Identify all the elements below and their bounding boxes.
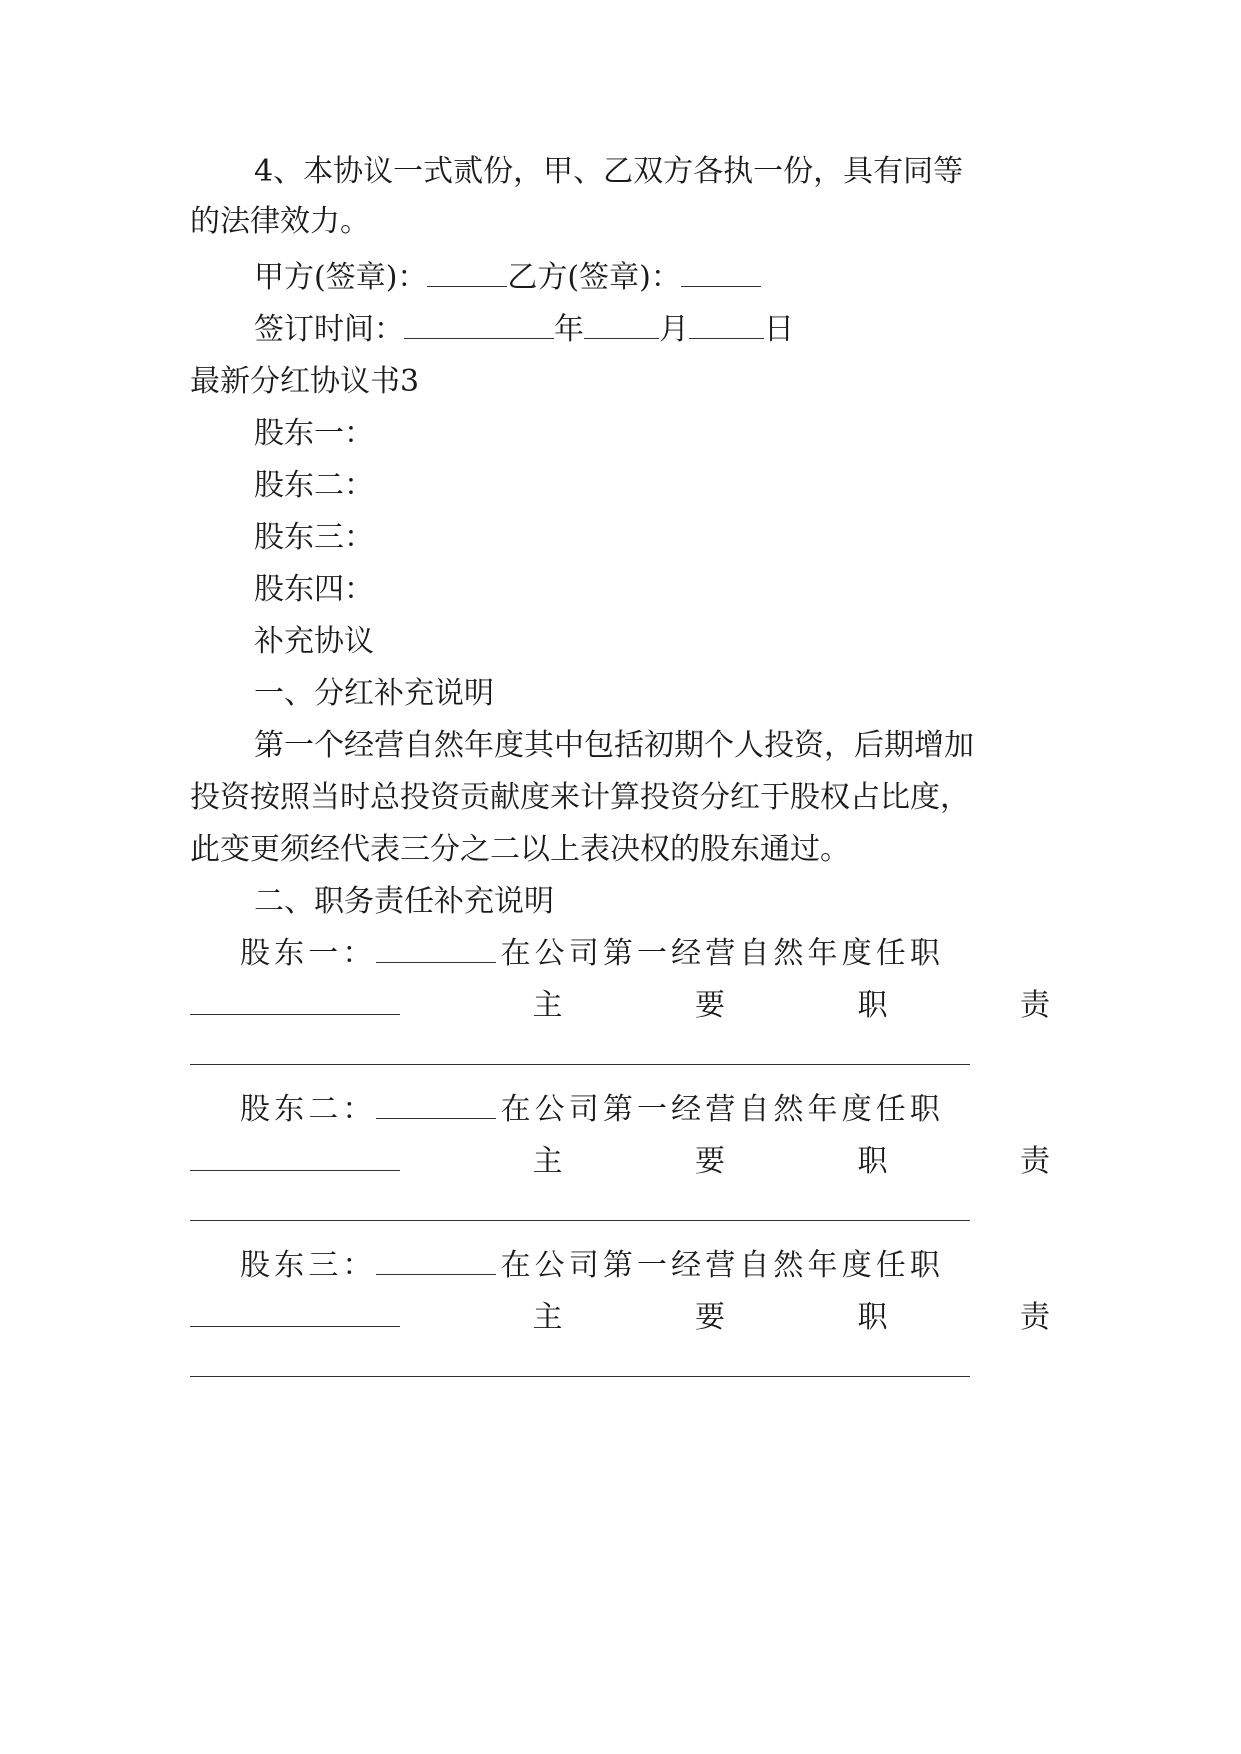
entry-label-char: 东: [274, 1092, 305, 1127]
entry-label-char: ：: [342, 1092, 373, 1127]
in-company-char: 任: [875, 1092, 906, 1127]
duty-word: 主: [532, 1144, 563, 1179]
in-company-char: 自: [739, 1092, 770, 1127]
entry-label-char: 一: [308, 936, 339, 971]
shareholder-1-line: 股东一：: [254, 416, 374, 451]
in-company-char: 在: [500, 1248, 531, 1283]
section1-line2: 投资按照当时总投资贡献度来计算投资分红于股权占比度，: [190, 780, 970, 815]
party-a-blank[interactable]: [427, 258, 507, 287]
in-company-char: 营: [705, 1248, 736, 1283]
in-company-char: 自: [739, 936, 770, 971]
in-company-char: 第: [602, 1248, 633, 1283]
month-label: 月: [659, 312, 689, 347]
duty-word: 主: [532, 988, 563, 1023]
party-b-blank[interactable]: [681, 258, 761, 287]
in-company-char: 在: [500, 936, 531, 971]
section2-title: 二、职务责任补充说明: [254, 884, 554, 919]
in-company-char: 司: [568, 936, 599, 971]
in-company-char: 一: [636, 936, 667, 971]
date-label: 签订时间：: [254, 312, 404, 347]
duty-entry-1-line2: [190, 986, 1050, 1026]
in-company-char: 然: [773, 936, 804, 971]
in-company-char: 度: [841, 936, 872, 971]
in-company-char: 职: [909, 936, 940, 971]
in-company-char: 职: [909, 1248, 940, 1283]
in-company-char: 经: [671, 1248, 702, 1283]
in-company-char: 职: [909, 1092, 940, 1127]
duty-word: 要: [695, 988, 725, 1023]
year-label: 年: [554, 312, 584, 347]
section1-line3: 此变更须经代表三分之二以上表决权的股东通过。: [190, 832, 850, 867]
section1-line1: 第一个经营自然年度其中包括初期个人投资，后期增加: [254, 728, 974, 763]
in-company-char: 公: [534, 1248, 565, 1283]
party-b-label: 乙方(签章)：: [507, 260, 681, 295]
in-company-char: 营: [705, 1092, 736, 1127]
duty-word: 责: [1020, 1300, 1050, 1335]
section1-title: 一、分红补充说明: [254, 676, 494, 711]
entry-label-char: 股: [240, 936, 270, 971]
duty-word: 责: [1020, 988, 1050, 1023]
in-company-char: 自: [739, 1248, 770, 1283]
entry-label-char: 三: [308, 1248, 339, 1283]
in-company-char: 公: [534, 1092, 565, 1127]
title-blank[interactable]: [190, 986, 400, 1015]
party-a-label: 甲方(签章)：: [254, 260, 428, 295]
supplement-title: 补充协议: [254, 624, 374, 659]
duty-word: 主: [532, 1300, 563, 1335]
duty-word: 职: [857, 1300, 888, 1335]
shareholder-3-line: 股东三：: [254, 520, 374, 555]
in-company-char: 任: [875, 936, 906, 971]
duty-entry-2-line2: [190, 1142, 1050, 1182]
in-company-char: 在: [500, 1092, 531, 1127]
duty-word: 责: [1020, 1144, 1050, 1179]
in-company-char: 司: [568, 1092, 599, 1127]
position-blank[interactable]: [376, 1246, 496, 1275]
in-company-char: 年: [807, 1092, 838, 1127]
in-company-char: 一: [636, 1248, 667, 1283]
in-company-char: 任: [875, 1248, 906, 1283]
in-company-char: 度: [841, 1092, 872, 1127]
entry-label-char: 股: [240, 1092, 270, 1127]
title-blank[interactable]: [190, 1298, 400, 1327]
duty-entry-3-line2: [190, 1298, 1050, 1338]
in-company-char: 司: [568, 1248, 599, 1283]
in-company-char: 公: [534, 936, 565, 971]
duty-entry-3-line1: [240, 1246, 940, 1286]
entry-label-char: ：: [342, 1248, 373, 1283]
position-blank[interactable]: [376, 1090, 496, 1119]
clause4-line1: 4、本协议一式贰份，甲、乙双方各执一份，具有同等: [254, 154, 964, 189]
in-company-char: 然: [773, 1248, 804, 1283]
duty-word: 职: [857, 1144, 888, 1179]
year-blank[interactable]: [404, 310, 554, 339]
duty-entry-2-line1: [240, 1090, 940, 1130]
entry-label-char: 东: [274, 1248, 305, 1283]
clause4-line2: 的法律效力。: [190, 204, 370, 239]
duty-word: 要: [695, 1300, 725, 1335]
signature-line: [254, 258, 1114, 298]
duty-word: 职: [857, 988, 888, 1023]
in-company-char: 第: [602, 936, 633, 971]
duty-entry-1-line1: [240, 934, 940, 974]
duty-description-rule[interactable]: [190, 1064, 970, 1065]
duty-word: 要: [695, 1144, 725, 1179]
shareholder-4-line: 股东四：: [254, 572, 374, 607]
duty-description-rule[interactable]: [190, 1220, 970, 1221]
in-company-char: 营: [705, 936, 736, 971]
document-heading: 最新分红协议书3: [190, 364, 420, 399]
entry-label-char: 二: [308, 1092, 339, 1127]
in-company-char: 经: [671, 936, 702, 971]
in-company-char: 经: [671, 1092, 702, 1127]
day-blank[interactable]: [689, 310, 764, 339]
entry-label-char: 东: [274, 936, 305, 971]
in-company-char: 然: [773, 1092, 804, 1127]
entry-label-char: ：: [342, 936, 373, 971]
shareholder-2-line: 股东二：: [254, 468, 374, 503]
in-company-char: 第: [602, 1092, 633, 1127]
position-blank[interactable]: [376, 934, 496, 963]
duty-description-rule[interactable]: [190, 1376, 970, 1377]
entry-label-char: 股: [240, 1248, 270, 1283]
month-blank[interactable]: [584, 310, 659, 339]
in-company-char: 年: [807, 1248, 838, 1283]
title-blank[interactable]: [190, 1142, 400, 1171]
in-company-char: 一: [636, 1092, 667, 1127]
day-label: 日: [764, 312, 794, 347]
in-company-char: 度: [841, 1248, 872, 1283]
in-company-char: 年: [807, 936, 838, 971]
signing-date-line: [254, 310, 1114, 350]
